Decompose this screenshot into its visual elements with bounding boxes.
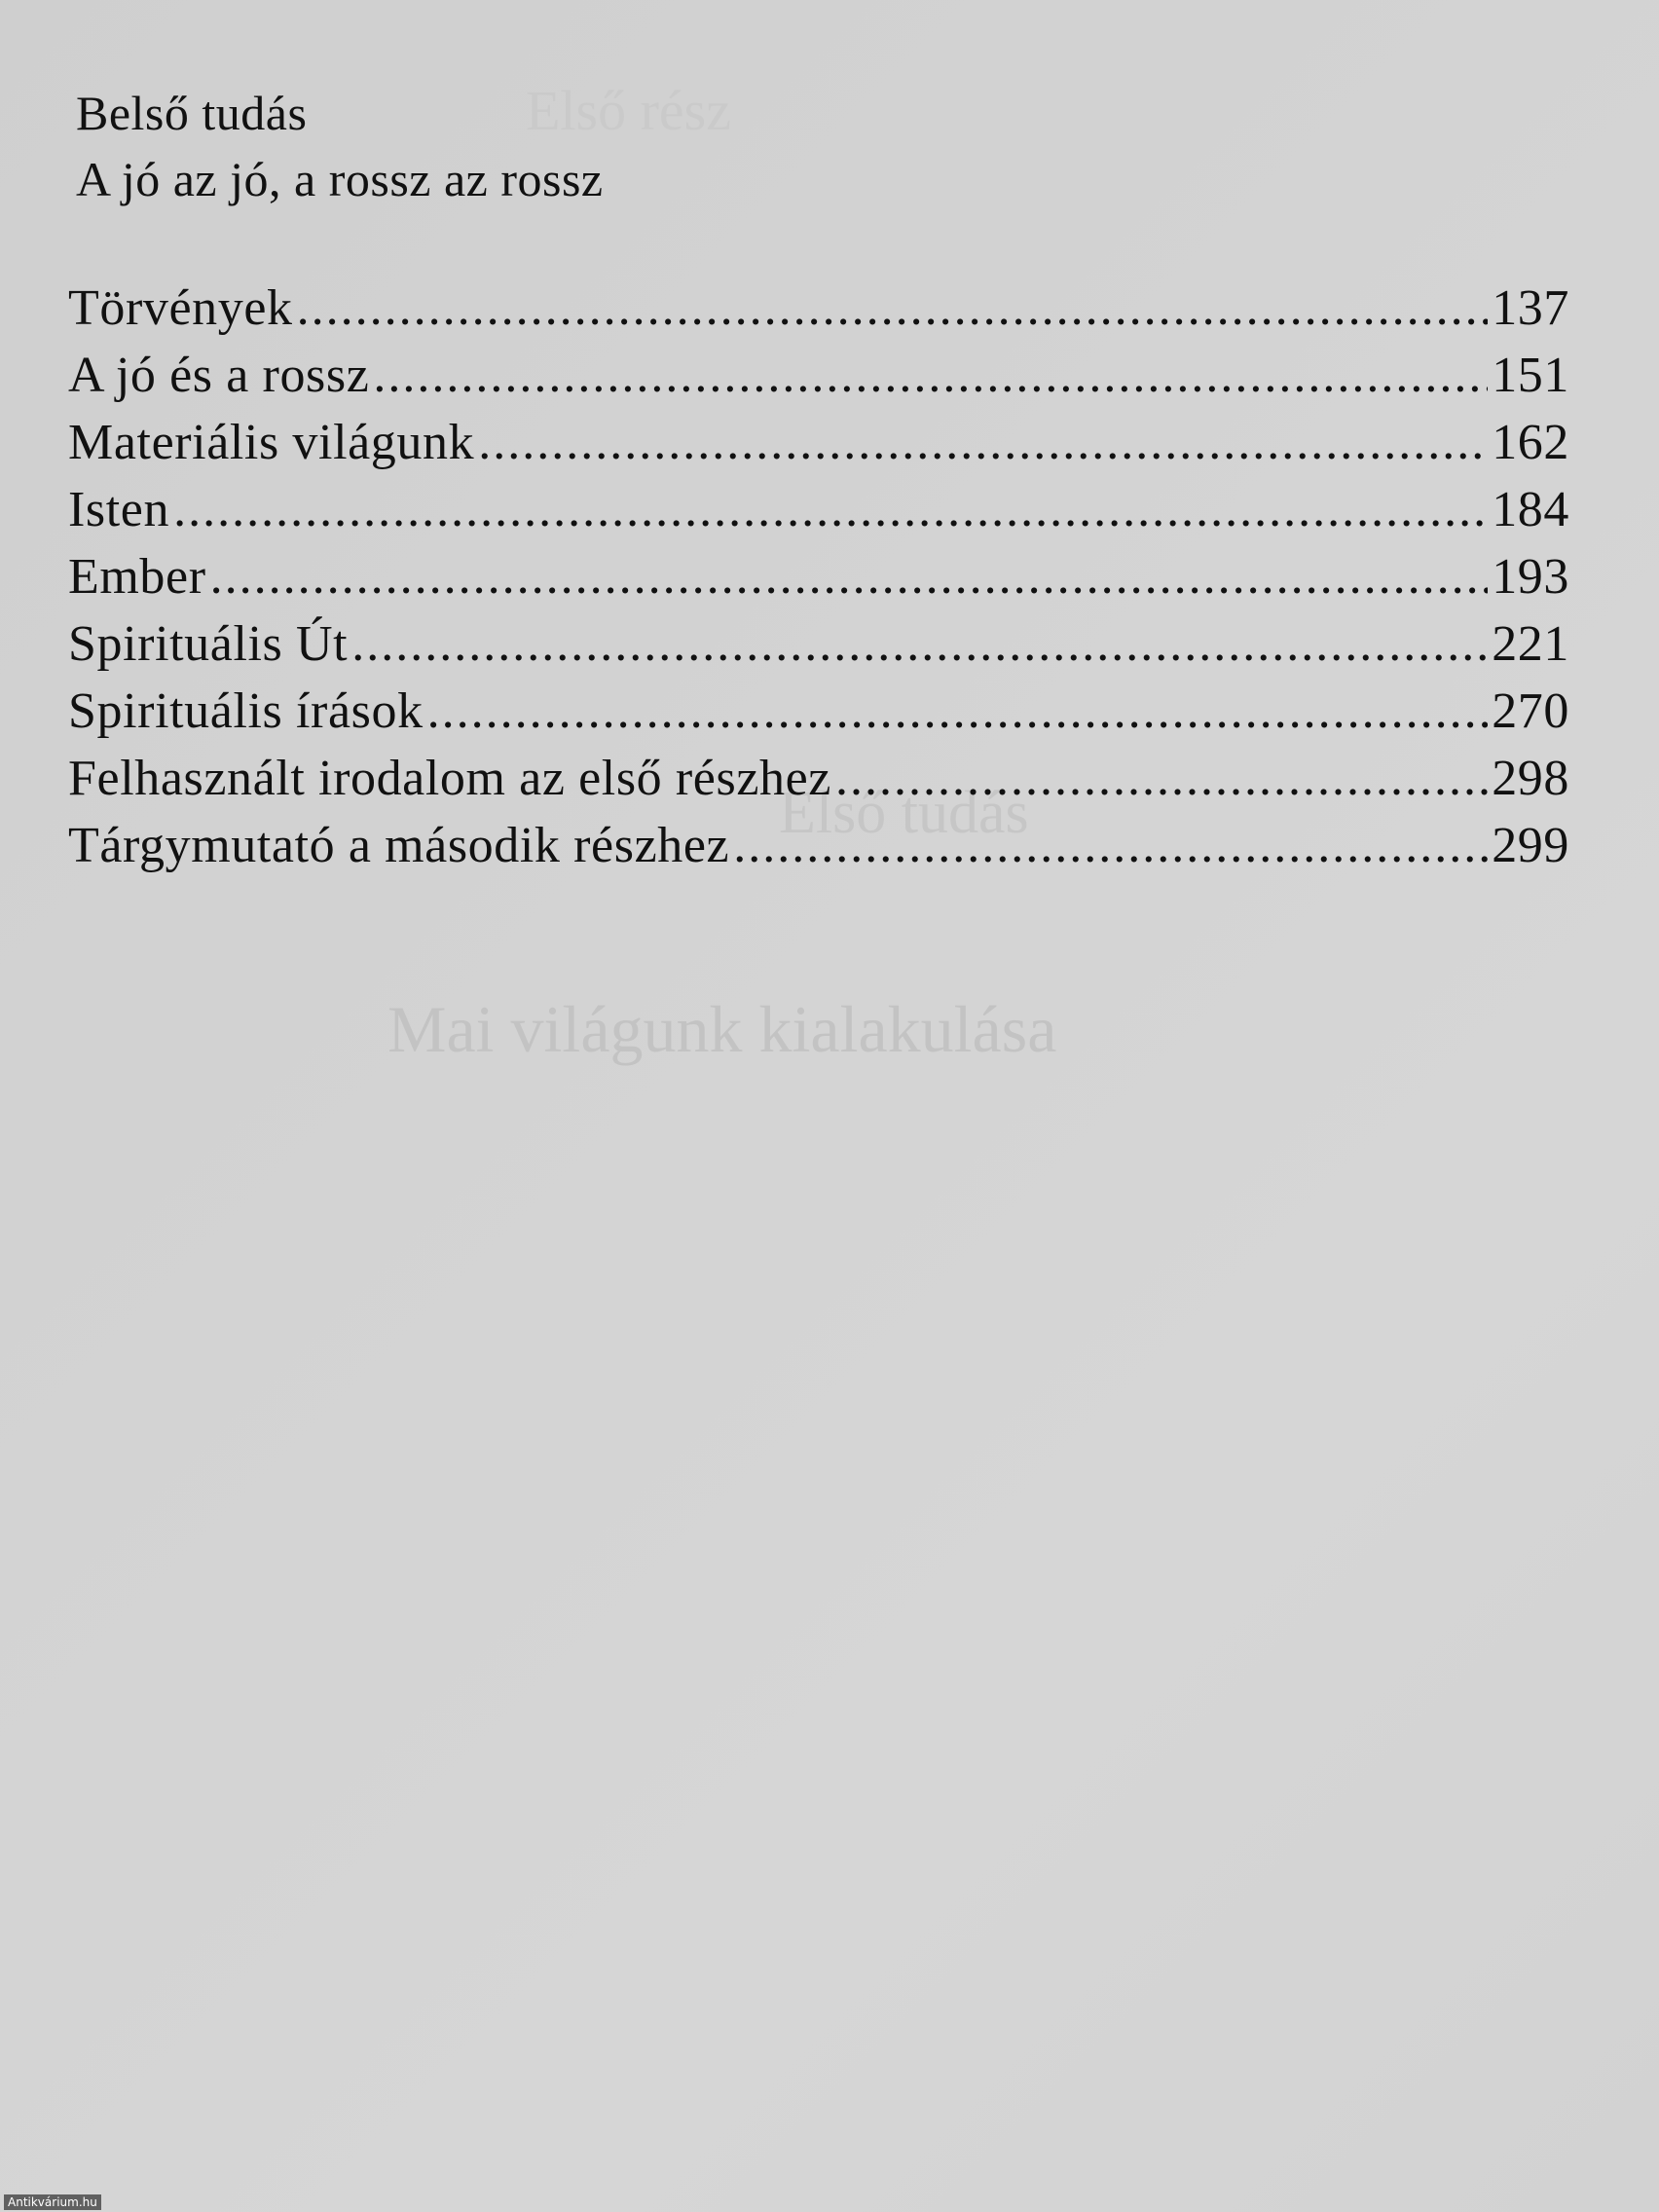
toc-entry-title: A jó és a rossz: [68, 348, 370, 403]
toc-entry: [68, 476, 1569, 543]
toc-dot-leader: [351, 610, 1488, 678]
toc-entry: [68, 812, 1569, 879]
toc-dot-leader: [478, 409, 1488, 476]
toc-entry-page: 137: [1492, 280, 1569, 336]
toc-entry-title: Isten: [68, 482, 170, 537]
toc-dot-leader: [297, 275, 1489, 342]
toc-entry: [68, 275, 1569, 342]
toc-entry-title: Ember: [68, 549, 206, 605]
toc-entry: [68, 543, 1569, 610]
toc-entry-title: Spirituális Út: [68, 616, 349, 672]
show-through-text: Első tudás: [779, 780, 1029, 846]
toc-entry: [68, 745, 1569, 812]
toc-dot-leader: [210, 543, 1489, 610]
table-of-contents: [68, 275, 1569, 879]
toc-entry-title: Materiális világunk: [68, 415, 475, 470]
toc-dot-leader: [173, 476, 1488, 543]
toc-entry-page: 298: [1492, 751, 1569, 806]
show-through-text: Mai világunk kialakulása: [387, 992, 1057, 1066]
section-title: Belső tudás: [76, 86, 308, 140]
toc-entry: [68, 610, 1569, 678]
section-subtitle: A jó az jó, a rossz az rossz: [76, 152, 604, 206]
toc-dot-leader: [373, 342, 1488, 409]
toc-entry: [68, 409, 1569, 476]
toc-entry-title: Tárgymutató a második részhez: [68, 818, 730, 873]
toc-dot-leader: [835, 745, 1488, 812]
toc-entry-page: 270: [1492, 683, 1569, 739]
toc-dot-leader: [427, 678, 1489, 745]
site-watermark: Antikvárium.hu: [4, 2194, 101, 2210]
toc-entry-page: 221: [1492, 616, 1569, 672]
toc-entry-title: Törvények: [68, 280, 293, 336]
toc-entry-page: 299: [1492, 818, 1569, 873]
toc-entry-page: 151: [1492, 348, 1569, 403]
toc-entry-title: Spirituális írások: [68, 683, 424, 739]
show-through-text: Első rész: [526, 79, 731, 142]
toc-dot-leader: [733, 812, 1488, 879]
toc-entry-page: 193: [1492, 549, 1569, 605]
toc-entry-title: Felhasznált irodalom az első részhez: [68, 751, 831, 806]
toc-entry-page: 184: [1492, 482, 1569, 537]
toc-entry: [68, 678, 1569, 745]
section-heading: [76, 80, 952, 212]
toc-entry-page: 162: [1492, 415, 1569, 470]
toc-entry: [68, 342, 1569, 409]
